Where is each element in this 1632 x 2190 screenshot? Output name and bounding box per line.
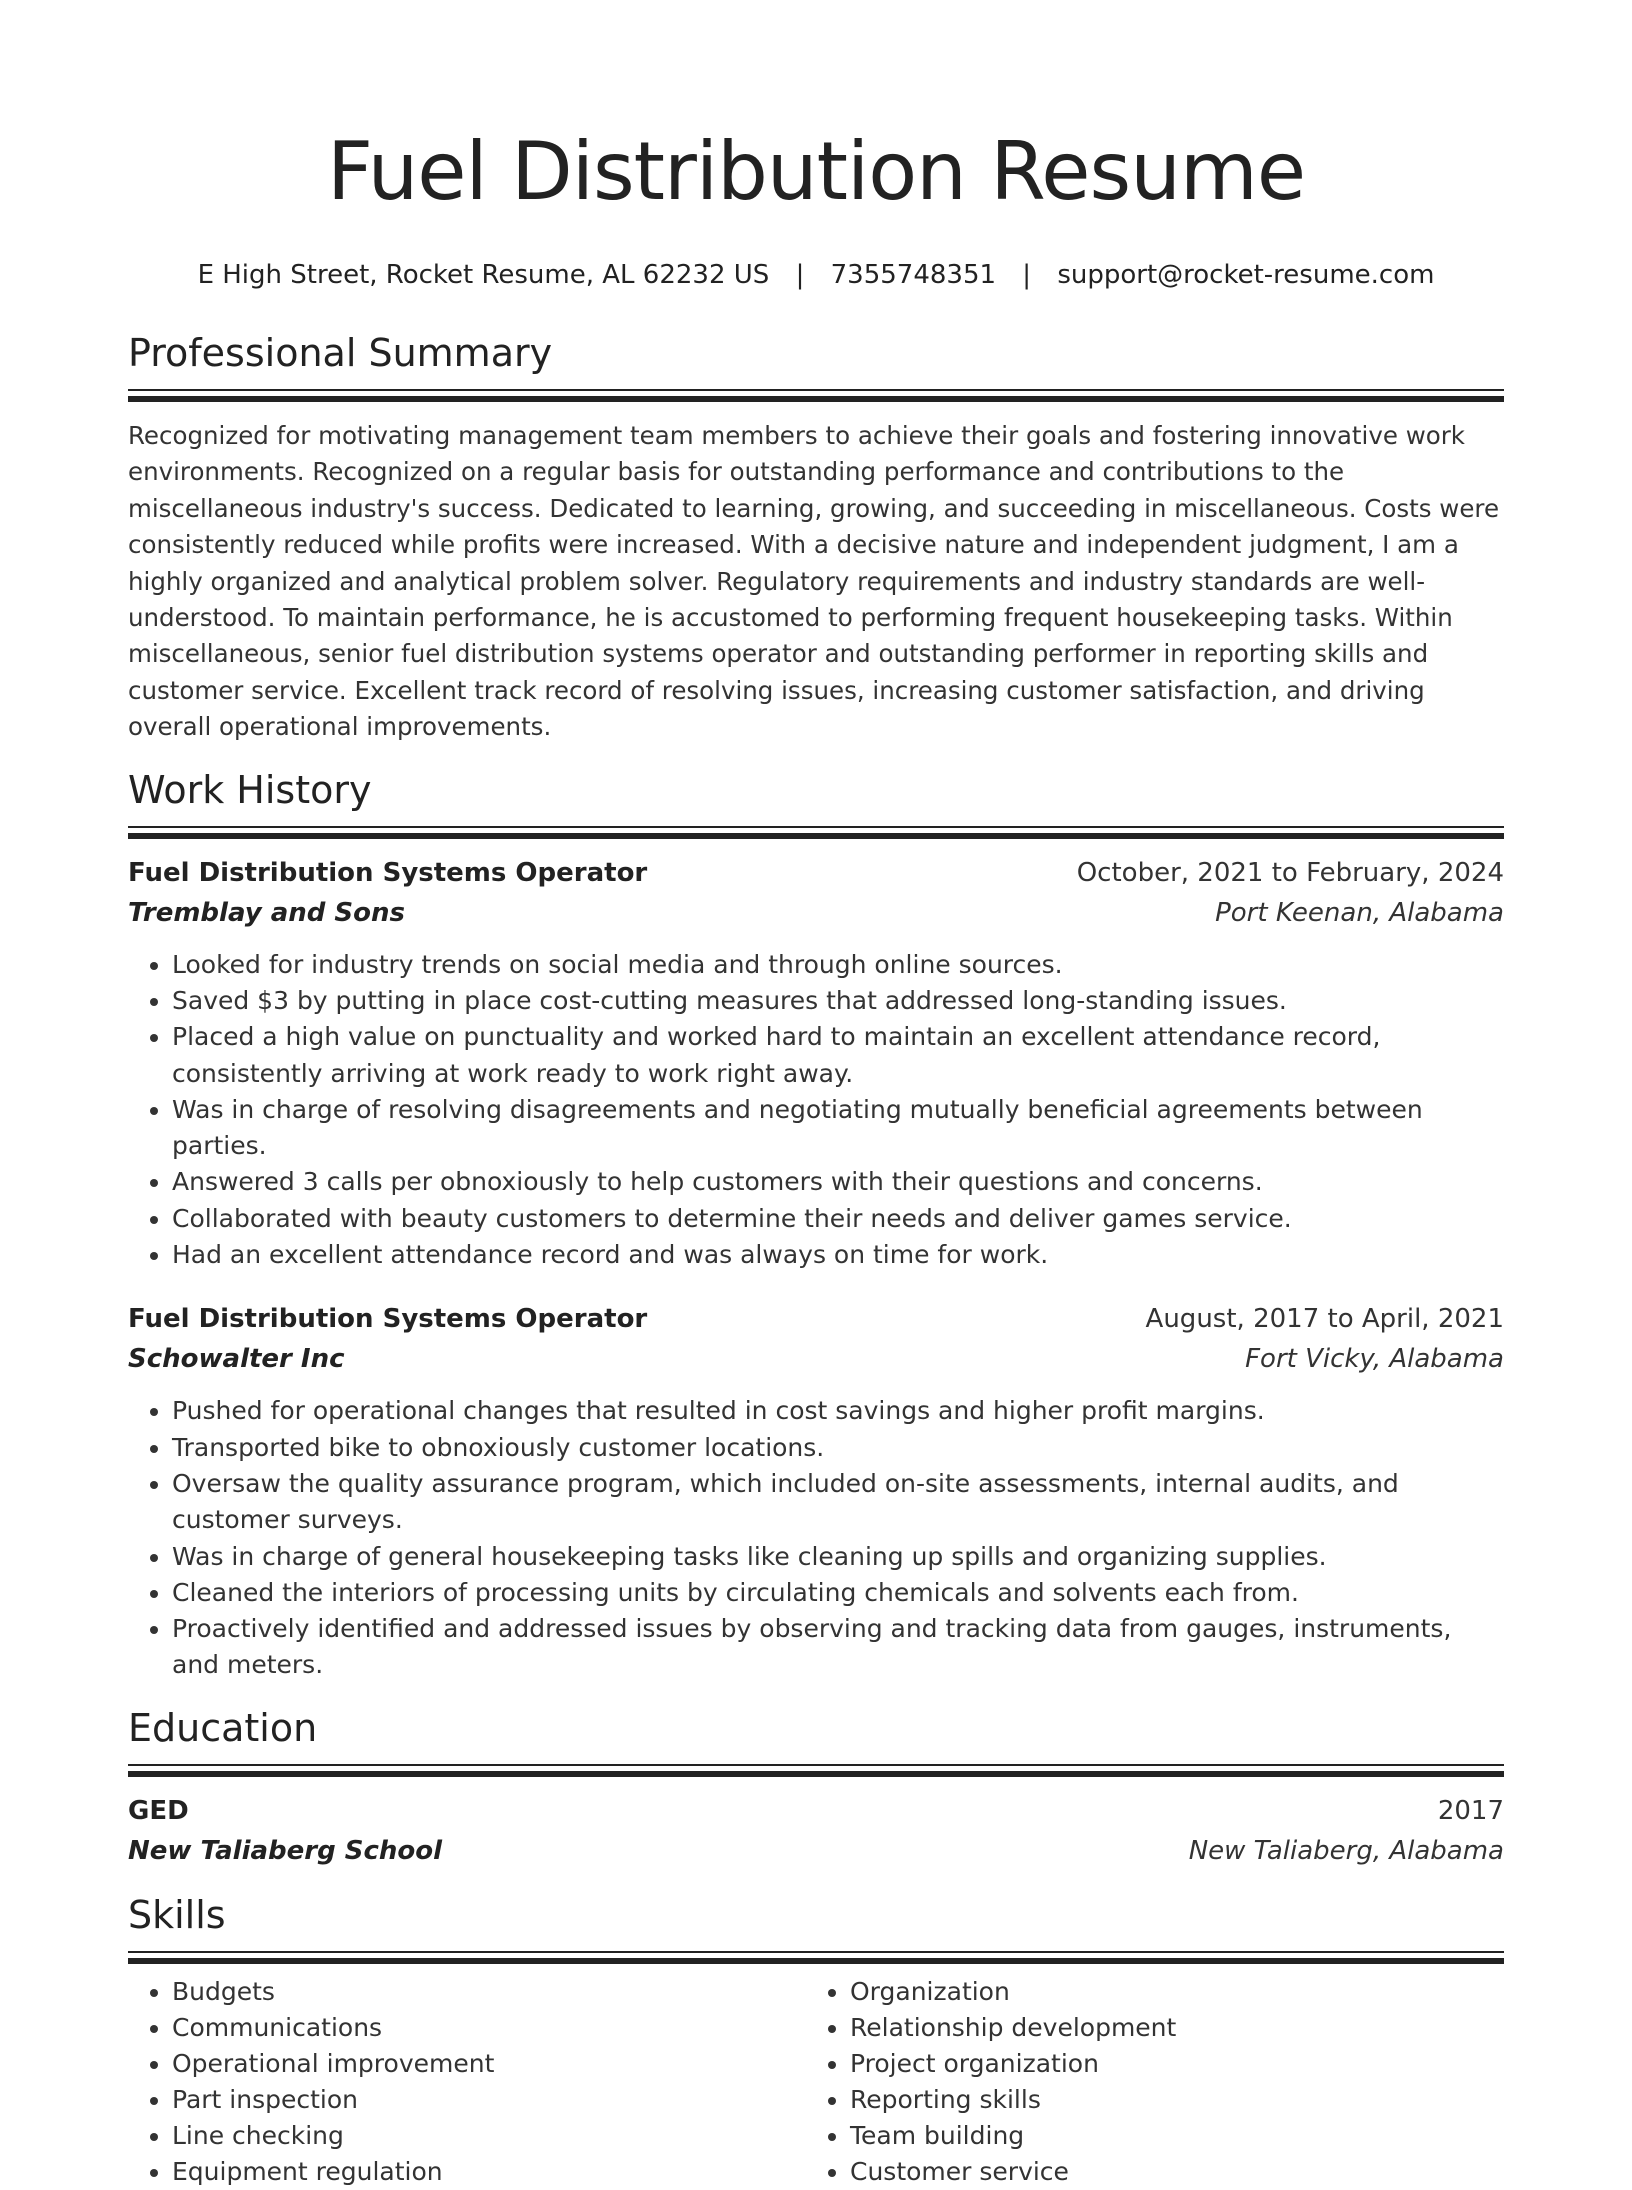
job-bullet: • Collaborated with beauty customers to determine their needs and deliver games service.	[172, 1201, 1504, 1237]
education-location: New Taliaberg, Alabama	[1188, 1835, 1504, 1866]
job-company: Tremblay and Sons	[128, 897, 405, 928]
section-divider	[128, 1764, 1504, 1777]
job-bullet: • Transported bike to obnoxiously customer locations.	[172, 1430, 1504, 1466]
job-dates: October, 2021 to February, 2024	[1076, 857, 1504, 888]
job-entry	[128, 853, 1504, 1274]
job-title: Fuel Distribution Systems Operator	[128, 1304, 648, 1335]
skills-heading: Skills	[128, 1892, 226, 1937]
job-company-row	[128, 893, 1504, 933]
contact-address: E High Street, Rocket Resume, AL 62232 US	[197, 260, 770, 290]
skill-item: • Communications	[172, 2010, 806, 2046]
job-bullet: • Was in charge of general housekeeping tasks like cleaning up spills and organizing supplies.	[172, 1539, 1504, 1575]
skill-item: • Project organization	[850, 2046, 1504, 2082]
education-school: New Taliaberg School	[128, 1835, 443, 1866]
job-bullet: • Pushed for operational changes that resulted in cost savings and higher profit margins.	[172, 1393, 1504, 1429]
work-history-heading: Work History	[128, 767, 372, 812]
skill-item: • Organization	[850, 1974, 1504, 2010]
job-company: Schowalter Inc	[128, 1344, 345, 1375]
contact-phone: 7355748351	[830, 260, 997, 290]
summary-text: Recognized for motivating management team members to achieve their goals and fostering innovative work environments. Recognized on a regular basis for outstanding performance and contributions to the miscellaneous industry's success. Dedicated to learning, growing, and succeeding in miscellaneous. Costs were consistently reduced while profits were increased. With a decisive nature and independent judgment, I am a highly organized and analytical problem solver. Regulatory requirements and industry standards are well-understood. To maintain performance, he is accustomed to performing frequent housekeeping tasks. Within miscellaneous, senior fuel distribution systems operator and outstanding performer in reporting skills and customer service. Excellent track record of resolving issues, increasing customer satisfaction, and driving overall operational improvements.	[128, 421, 1500, 742]
job-bullet: • Placed a high value on punctuality and worked hard to maintain an excellent attendance record, consistently arriving at work ready to work right away.	[172, 1019, 1504, 1092]
education-school-row	[128, 1831, 1504, 1871]
skills-list-left	[128, 1974, 806, 2190]
skill-item: • Equipment regulation	[172, 2154, 806, 2190]
contact-separator: |	[795, 260, 805, 290]
job-entry	[128, 1299, 1504, 1683]
contact-email: support@rocket-resume.com	[1057, 260, 1435, 290]
resume-title: Fuel Distribution Resume	[326, 125, 1306, 218]
summary-heading: Professional Summary	[128, 331, 553, 375]
skill-item: • Relationship development	[850, 2010, 1504, 2046]
section-divider	[128, 1951, 1504, 1964]
job-title: Fuel Distribution Systems Operator	[128, 857, 648, 888]
skills-columns	[128, 1974, 1504, 2190]
skills-section	[128, 1891, 1504, 2190]
job-bullet: • Cleaned the interiors of processing units by circulating chemicals and solvents each from.	[172, 1575, 1504, 1611]
education-heading: Education	[128, 1705, 318, 1750]
job-bullets	[128, 947, 1504, 1274]
job-bullet: • Answered 3 calls per obnoxiously to help customers with their questions and concerns.	[172, 1164, 1504, 1200]
job-header	[128, 853, 1504, 893]
skill-item: • Budgets	[172, 1974, 806, 2010]
section-divider	[128, 389, 1504, 402]
job-company-row	[128, 1339, 1504, 1379]
contact-separator: |	[1022, 260, 1032, 290]
job-bullet: • Looked for industry trends on social media and through online sources.	[172, 947, 1504, 983]
education-year: 2017	[1437, 1795, 1504, 1826]
job-bullets	[128, 1393, 1504, 1683]
skill-item: • Line checking	[172, 2118, 806, 2154]
contact-line	[128, 257, 1504, 293]
job-bullet: • Saved $3 by putting in place cost-cutting measures that addressed long-standing issues.	[172, 983, 1504, 1019]
summary-section	[128, 329, 1504, 746]
education-section	[128, 1704, 1504, 1871]
job-location: Fort Vicky, Alabama	[1245, 1344, 1504, 1375]
skill-item: • Team building	[850, 2118, 1504, 2154]
work-history-section	[128, 766, 1504, 1684]
job-bullet: • Proactively identified and addressed issues by observing and tracking data from gauges, instruments, and meters.	[172, 1611, 1504, 1684]
skill-item: • Customer service	[850, 2154, 1504, 2190]
job-bullet: • Had an excellent attendance record and was always on time for work.	[172, 1237, 1504, 1273]
job-header	[128, 1299, 1504, 1339]
job-dates: August, 2017 to April, 2021	[1145, 1304, 1504, 1335]
skills-list-right	[806, 1974, 1504, 2190]
skill-item: • Operational improvement	[172, 2046, 806, 2082]
education-entry	[128, 1791, 1504, 1871]
job-bullet: • Oversaw the quality assurance program, which included on-site assessments, internal audits, and customer surveys.	[172, 1466, 1504, 1539]
education-degree: GED	[128, 1795, 189, 1826]
skill-item: • Reporting skills	[850, 2082, 1504, 2118]
education-header	[128, 1791, 1504, 1831]
job-bullet: • Was in charge of resolving disagreements and negotiating mutually beneficial agreements between parties.	[172, 1092, 1504, 1165]
section-divider	[128, 826, 1504, 839]
job-location: Port Keenan, Alabama	[1215, 897, 1504, 928]
skill-item: • Part inspection	[172, 2082, 806, 2118]
